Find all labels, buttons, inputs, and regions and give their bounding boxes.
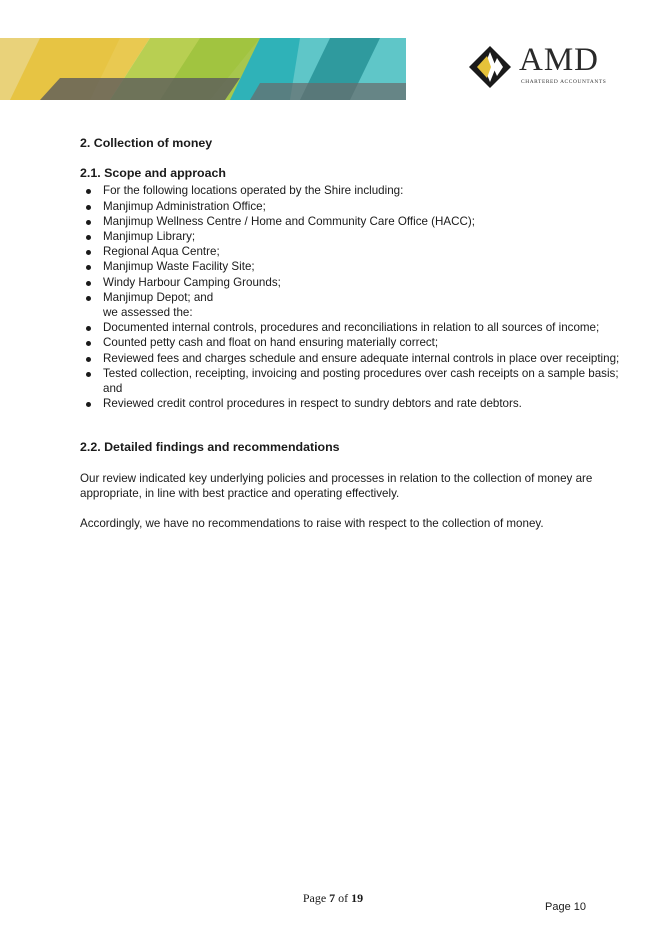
findings-heading: 2.2. Detailed findings and recommendations [80, 440, 340, 455]
amd-logo [467, 44, 607, 92]
logo-text: AMD [519, 42, 600, 78]
list-item: Tested collection, receipting, invoicing and posting procedures over cash receipts on a sample basis; and [80, 366, 620, 396]
list-item: Counted petty cash and float on hand ensuring materially correct; [80, 335, 620, 350]
bullet-icon [86, 341, 91, 346]
bullet-icon [86, 250, 91, 255]
bullet-icon [86, 281, 91, 286]
bullet-icon [86, 326, 91, 331]
page-indicator: Page 7 of 19 [302, 891, 364, 905]
bullet-icon [86, 220, 91, 225]
findings-paragraph: Our review indicated key underlying policies and processes in relation to the collection of money are appropriate, in line with best practice and operating effectively. [80, 471, 593, 500]
scope-list [80, 183, 620, 305]
bullet-icon [86, 357, 91, 362]
list-item: Reviewed fees and charges schedule and ensure adequate internal controls in place over receipting; [80, 351, 620, 366]
bullet-icon [86, 205, 91, 210]
bullet-icon [86, 296, 91, 301]
bullet-icon [86, 235, 91, 240]
bullet-icon [86, 265, 91, 270]
logo-subtitle: CHARTERED ACCOUNTANTS [521, 79, 607, 85]
assessment-list [80, 320, 620, 411]
list-item: Windy Harbour Camping Grounds; [80, 275, 620, 290]
list-item: Manjimup Library; [80, 229, 620, 244]
list-item: For the following locations operated by the Shire including: [80, 183, 620, 198]
list-item: Documented internal controls, procedures and reconciliations in relation to all sources of income; [80, 320, 620, 335]
amd-logo-icon [467, 44, 513, 90]
page-number: Page 10 [545, 901, 586, 913]
list-item: Reviewed credit control procedures in respect to sundry debtors and rate debtors. [80, 396, 620, 411]
document-body [80, 136, 620, 531]
header-banner [0, 38, 406, 100]
bullet-icon [86, 402, 91, 407]
bullet-icon [86, 189, 91, 194]
list-item: Manjimup Administration Office; [80, 199, 620, 214]
section-title: 2. Collection of money [80, 136, 213, 150]
conclusion-paragraph: Accordingly, we have no recommendations to raise with respect to the collection of money. [80, 517, 544, 531]
scope-heading: 2.1. Scope and approach [80, 166, 226, 181]
list-item: Manjimup Waste Facility Site; [80, 259, 620, 274]
transition-text: we assessed the: [103, 306, 193, 320]
bullet-icon [86, 372, 91, 377]
list-item: Manjimup Wellness Centre / Home and Community Care Office (HACC); [80, 214, 620, 229]
list-item: Manjimup Depot; and [80, 290, 620, 305]
list-item: Regional Aqua Centre; [80, 244, 620, 259]
